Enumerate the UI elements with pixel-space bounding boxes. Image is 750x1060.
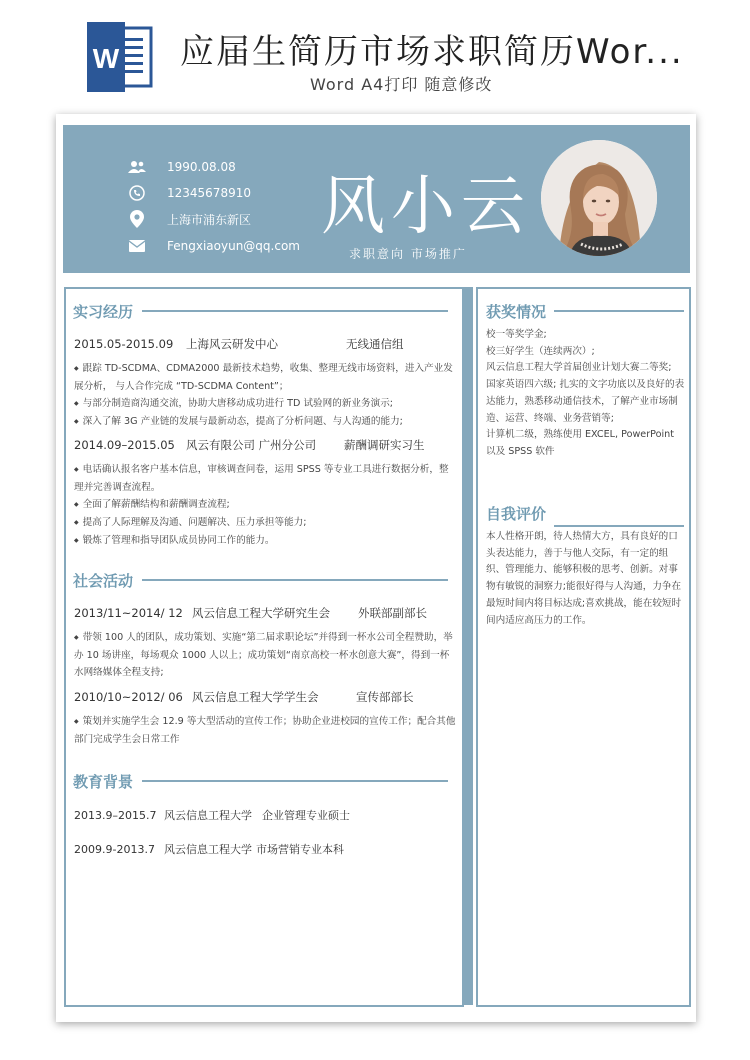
mail-icon bbox=[127, 237, 147, 255]
svg-text:W: W bbox=[92, 43, 120, 74]
email-row bbox=[127, 236, 300, 256]
activity-period: 2013/11~2014/ 12 bbox=[74, 606, 183, 620]
job-header bbox=[74, 437, 425, 453]
activity-period: 2010/10~2012/ 06 bbox=[74, 690, 183, 704]
avatar bbox=[541, 140, 657, 256]
activity-org: 风云信息工程大学研究生会 bbox=[192, 606, 330, 620]
job-company: 风云有限公司 广州分公司 bbox=[186, 438, 317, 452]
section-divider bbox=[142, 310, 448, 312]
section-title-activities: 社会活动 bbox=[73, 572, 134, 590]
left-column bbox=[64, 287, 464, 1007]
job-header bbox=[74, 336, 404, 352]
section-title-self-eval: 自我评价 bbox=[486, 505, 547, 523]
job-bullets bbox=[74, 461, 456, 550]
phone-icon bbox=[127, 184, 147, 202]
bullet-item: ◆ 跟踪 TD-SCDMA、CDMA2000 最新技术趋势，收集、整理无线市场资料，进入产业发展分析， 与人合作完成 “TD-SCDMA Content”； bbox=[74, 360, 456, 395]
column-divider-bar bbox=[464, 287, 473, 1005]
bullet-item: ◆ 电话确认报名客户基本信息，审核调查问卷，运用 SPSS 等专业工具进行数据分析，整理并完善调查流程。 bbox=[74, 461, 456, 496]
section-divider bbox=[554, 525, 684, 527]
resume-sheet bbox=[56, 114, 696, 1022]
education-school: 风云信息工程大学 bbox=[164, 843, 252, 856]
activity-role: 外联部副部长 bbox=[358, 606, 427, 620]
bullet-item: ◆ 深入了解 3G 产业链的发展与最新动态，提高了分析问题、与人沟通的能力; bbox=[74, 413, 456, 431]
education-major: 市场营销专业本科 bbox=[256, 843, 344, 856]
birth-row bbox=[127, 157, 236, 177]
email: Fengxiaoyun@qq.com bbox=[167, 239, 300, 253]
section-divider bbox=[142, 579, 448, 581]
education-major: 企业管理专业硕士 bbox=[262, 809, 350, 822]
job-role: 无线通信组 bbox=[346, 337, 404, 351]
education-school: 风云信息工程大学 bbox=[164, 809, 252, 822]
right-column bbox=[476, 287, 691, 1007]
document-header bbox=[0, 0, 750, 112]
section-divider bbox=[142, 780, 448, 782]
location-pin-icon bbox=[127, 210, 147, 228]
job-period: 2015.05-2015.09 bbox=[74, 337, 174, 351]
education-period: 2013.9–2015.7 bbox=[74, 809, 157, 822]
award-item: 校三好学生（连续两次）; bbox=[486, 345, 595, 357]
candidate-name: 风小云 bbox=[321, 170, 531, 244]
bullet-item: ◆ 提高了人际理解及沟通、问题解决、压力承担等能力; bbox=[74, 514, 456, 532]
bullet-item: ◆ 带领 100 人的团队，成功策划、实施“第二届求职论坛”并得到一杯水公司全程赞助，举办 10 场讲座，每场观众 1000 人以上；成功策划“南京高校一杯水创意大赛”，得到一杯水网络媒体全程支持; bbox=[74, 629, 456, 681]
person-icon bbox=[127, 158, 147, 176]
education-row bbox=[74, 841, 344, 857]
activity-org: 风云信息工程大学学生会 bbox=[192, 690, 319, 704]
section-title-awards: 获奖情况 bbox=[486, 303, 547, 321]
award-item: 风云信息工程大学首届创业计划大赛二等奖; bbox=[486, 362, 672, 374]
section-title-internship: 实习经历 bbox=[73, 303, 134, 321]
activity-role: 宣传部部长 bbox=[356, 690, 414, 704]
job-bullets bbox=[74, 360, 456, 431]
award-item: 计算机二级，熟练使用 EXCEL, PowerPoint 以及 SPSS 软件 bbox=[486, 429, 674, 457]
word-icon bbox=[87, 22, 157, 92]
job-role: 薪酬调研实习生 bbox=[344, 438, 425, 452]
job-company: 上海风云研发中心 bbox=[186, 337, 278, 351]
activity-bullets bbox=[74, 629, 456, 681]
activity-header bbox=[74, 605, 427, 621]
phone-number: 12345678910 bbox=[167, 186, 251, 200]
phone-row bbox=[127, 183, 251, 203]
job-period: 2014.09–2015.05 bbox=[74, 438, 175, 452]
job-intent: 求职意向 市场推广 bbox=[349, 247, 467, 261]
education-row bbox=[74, 807, 350, 823]
birth-date: 1990.08.08 bbox=[167, 160, 236, 174]
address-row bbox=[127, 209, 251, 229]
award-item: 国家英语四六级; 扎实的文字功底以及良好的表达能力，熟悉移动通信技术，了解产业市场制造、运营、终端、业务营销等; bbox=[486, 379, 685, 424]
section-title-education: 教育背景 bbox=[73, 773, 134, 791]
bullet-item: ◆ 与部分制造商沟通交流，协助大唐移动成功进行 TD 试验网的新业务演示; bbox=[74, 395, 456, 413]
activity-header bbox=[74, 689, 414, 705]
award-item: 校一等奖学金; bbox=[486, 329, 547, 340]
document-title: 应届生简历市场求职简历Wor... bbox=[180, 32, 684, 72]
profile-banner bbox=[63, 125, 690, 273]
bullet-item: ◆ 策划并实施学生会 12.9 等大型活动的宣传工作；协助企业进校园的宣传工作；配合其他部门完成学生会日常工作 bbox=[74, 713, 456, 748]
awards-list bbox=[486, 327, 686, 461]
self-eval-text: 本人性格开朗，待人热情大方，具有良好的口头表达能力，善于与他人交际，有一定的组织、管理能力、能够积极的思考、创新。对事物有敏锐的洞察力;能很好得与人沟通，力争在最短时间内将目标达成;喜欢挑战，能在较短时间内适应高压力的工作。 bbox=[486, 531, 682, 626]
activity-bullets bbox=[74, 713, 456, 748]
bullet-item: ◆ 锻炼了管理和指导团队成员协同工作的能力。 bbox=[74, 532, 456, 550]
bullet-item: ◆ 全面了解薪酬结构和薪酬调查流程; bbox=[74, 496, 456, 514]
address: 上海市浦东新区 bbox=[167, 212, 252, 227]
section-divider bbox=[554, 310, 684, 312]
document-subtitle: Word A4打印 随意修改 bbox=[310, 75, 493, 94]
education-period: 2009.9-2013.7 bbox=[74, 843, 155, 856]
